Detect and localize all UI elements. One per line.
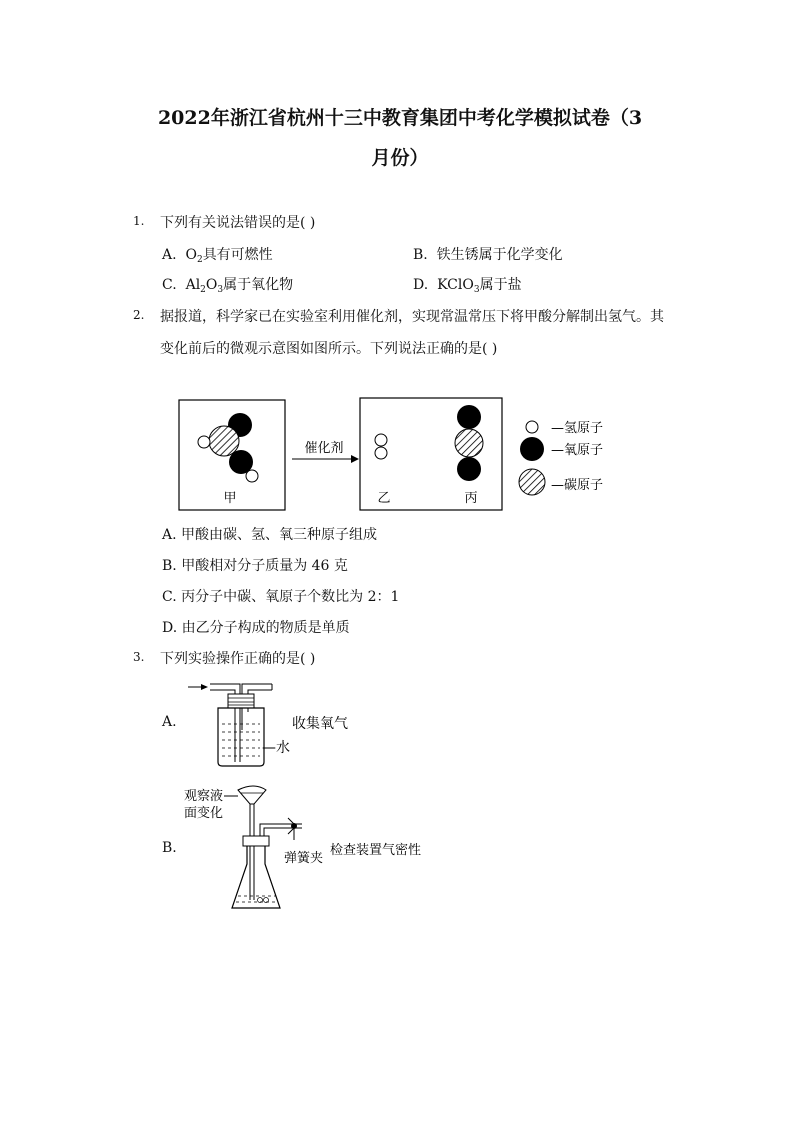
paper-title-line2: 月份） xyxy=(371,147,429,169)
hydrogen-atom xyxy=(198,436,210,448)
carbon-atom xyxy=(455,429,483,457)
observe-label-2: 面变化 xyxy=(184,806,224,821)
conical-flask xyxy=(232,846,280,908)
q1-option-b-text: 铁生锈属于化学变化 xyxy=(436,247,563,263)
q3-a-caption: 收集氧气 xyxy=(292,716,348,732)
q3-option-a-label: A. xyxy=(162,714,177,730)
label-bing: 丙 xyxy=(464,491,478,506)
catalyst-label: 催化剂 xyxy=(304,441,344,456)
arrow-head xyxy=(351,455,359,463)
q2-option-c-label: C. xyxy=(162,589,177,605)
q1-option-c-formula-mid: O xyxy=(205,277,218,293)
q3-stem: 下列实验操作正确的是( ) xyxy=(160,651,316,667)
q1-option-c-subscript2: 3 xyxy=(217,285,224,295)
q1-option-d-text: 属于盐 xyxy=(479,277,522,293)
q2-stem-line2: 变化前后的微观示意图如图所示。下列说法正确的是( ) xyxy=(160,341,498,357)
q2-option-d xyxy=(162,617,350,637)
stopper xyxy=(228,694,254,708)
q1-option-c-text: 属于氧化物 xyxy=(223,277,294,293)
airtightness-apparatus xyxy=(180,780,450,915)
q2-option-a-text: 甲酸由碳、氢、氧三种原子组成 xyxy=(181,527,378,543)
inlet-arrow-icon xyxy=(201,684,208,690)
label-yi: 乙 xyxy=(377,491,391,506)
q2-option-a xyxy=(162,524,377,544)
q3-b-caption: 检查装置气密性 xyxy=(330,843,422,858)
q2-number: 2. xyxy=(133,308,145,322)
spring-clip-label: 弹簧夹 xyxy=(284,851,324,866)
legend-oxygen: —氧原子 xyxy=(551,443,604,458)
q3-number: 3. xyxy=(133,650,145,664)
legend-hydrogen: —氢原子 xyxy=(551,421,604,436)
q1-option-a-subscript: 2 xyxy=(196,255,203,265)
oxygen-atom xyxy=(457,405,481,429)
legend-carbon: —碳原子 xyxy=(551,478,604,493)
q1-option-a-text: 具有可燃性 xyxy=(202,247,273,263)
carbon-atom xyxy=(209,426,239,456)
q1-option-c-formula: Al xyxy=(185,277,201,293)
q2-option-d-label: D. xyxy=(162,620,178,636)
q1-option-a-label: A. xyxy=(162,247,177,263)
q3-a-water-label: —水 xyxy=(262,740,290,756)
q3-option-b-label: B. xyxy=(162,840,177,856)
q2-micro-diagram xyxy=(170,392,650,520)
q1-option-d-subscript: 3 xyxy=(473,285,480,295)
q2-option-a-label: A. xyxy=(162,527,177,543)
q2-stem-line1: 据报道，科学家已在实验室利用催化剂，实现常温常压下将甲酸分解制出氢气。其 xyxy=(160,309,664,325)
legend-carbon-icon xyxy=(519,469,545,495)
bottle xyxy=(218,708,264,766)
hydrogen-atom xyxy=(375,447,387,459)
legend-oxygen-icon xyxy=(520,437,544,461)
q1-option-d-label: D. xyxy=(413,277,429,293)
q1-stem: 下列有关说法错误的是( ) xyxy=(160,215,316,231)
label-jia: 甲 xyxy=(223,491,237,506)
q1-option-d-formula: KClO xyxy=(437,277,474,293)
q1-number: 1. xyxy=(133,214,145,228)
q1-option-b-label: B. xyxy=(413,247,428,263)
q1-option-c-label: C. xyxy=(162,277,177,293)
q1-option-a-formula: O xyxy=(185,247,197,263)
flask-stopper xyxy=(243,836,269,846)
oxygen-atom xyxy=(457,457,481,481)
q2-option-c xyxy=(162,586,399,606)
q1-option-c xyxy=(162,274,293,295)
q2-option-d-text: 由乙分子构成的物质是单质 xyxy=(181,620,350,636)
paper-title-line1: 2022年浙江省杭州十三中教育集团中考化学模拟试卷（3 xyxy=(157,107,643,129)
q2-option-b-label: B. xyxy=(162,558,177,574)
hydrogen-atom xyxy=(246,470,258,482)
q1-option-c-subscript: 2 xyxy=(200,285,206,295)
observe-label-1: 观察液 xyxy=(184,789,224,804)
q2-option-b xyxy=(162,555,348,575)
q2-option-b-text: 甲酸相对分子质量为 46 克 xyxy=(181,558,348,574)
q1-option-a xyxy=(162,244,273,265)
gas-collection-apparatus xyxy=(180,672,370,772)
q2-option-c-text: 丙分子中碳、氧原子个数比为 2：1 xyxy=(181,589,400,605)
legend-hydrogen-icon xyxy=(526,421,538,433)
q1-option-d xyxy=(413,274,522,295)
q1-option-b xyxy=(413,244,563,264)
hydrogen-atom xyxy=(375,434,387,446)
funnel xyxy=(238,786,266,804)
